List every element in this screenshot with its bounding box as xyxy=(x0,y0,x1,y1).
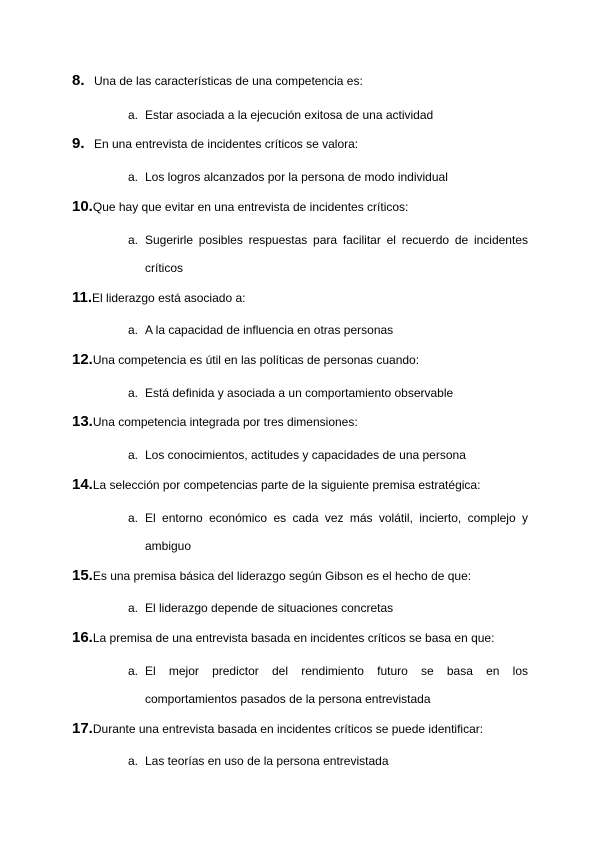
answer-12 xyxy=(128,385,528,401)
answer-10 xyxy=(128,232,528,282)
question-number: 14. xyxy=(72,476,93,493)
question-text: El liderazgo está asociado a: xyxy=(92,291,246,305)
question-12 xyxy=(72,352,419,368)
question-number: 8. xyxy=(72,72,85,89)
question-text: Que hay que evitar en una entrevista de incidentes críticos: xyxy=(92,200,409,214)
answer-letter: a. xyxy=(128,323,139,337)
answer-text: Sugerirle posibles respuestas para facilitar el recuerdo de incidentes críticos xyxy=(145,233,528,275)
question-text: Una competencia es útil en las políticas de personas cuando: xyxy=(92,353,420,367)
answer-text: Estar asociada a la ejecución exitosa de una actividad xyxy=(145,108,434,122)
question-17 xyxy=(72,721,483,737)
question-15 xyxy=(72,568,471,584)
answer-14 xyxy=(128,510,528,560)
question-14 xyxy=(72,477,480,493)
answer-letter: a. xyxy=(128,108,139,122)
question-text: Una de las características de una competencia es: xyxy=(94,74,363,88)
question-number: 11. xyxy=(72,289,93,306)
answer-9 xyxy=(128,169,528,185)
answer-text: El mejor predictor del rendimiento futuro se basa en los comportamientos pasados de la persona entrevistada xyxy=(145,664,528,706)
answer-text: Los conocimientos, actitudes y capacidades de una persona xyxy=(145,448,466,462)
question-number: 16. xyxy=(72,629,93,646)
answer-16 xyxy=(128,663,528,713)
answer-letter: a. xyxy=(128,386,139,400)
question-number: 17. xyxy=(72,720,93,737)
question-9 xyxy=(72,136,358,152)
answer-17 xyxy=(128,753,528,769)
answer-text: Está definida y asociada a un comportamiento observable xyxy=(145,386,454,400)
answer-letter: a. xyxy=(128,601,139,615)
answer-letter: a. xyxy=(128,233,139,247)
question-number: 13. xyxy=(72,413,93,430)
answer-text: El entorno económico es cada vez más volátil, incierto, complejo y ambiguo xyxy=(145,511,528,553)
answer-letter: a. xyxy=(128,170,139,184)
question-text: Es una premisa básica del liderazgo según Gibson es el hecho de que: xyxy=(92,569,472,583)
question-number: 10. xyxy=(72,198,93,215)
answer-11 xyxy=(128,322,528,338)
answer-text: El liderazgo depende de situaciones concretas xyxy=(145,601,394,615)
question-text: La premisa de una entrevista basada en incidentes críticos se basa en que: xyxy=(92,631,495,645)
answer-text: Las teorías en uso de la persona entrevistada xyxy=(145,754,389,768)
answer-letter: a. xyxy=(128,754,139,768)
answer-letter: a. xyxy=(128,664,139,678)
question-text: La selección por competencias parte de la siguiente premisa estratégica: xyxy=(92,478,481,492)
answer-letter: a. xyxy=(128,448,139,462)
question-10 xyxy=(72,199,408,215)
question-text: En una entrevista de incidentes críticos se valora: xyxy=(94,137,359,151)
question-11 xyxy=(72,290,245,306)
answer-15 xyxy=(128,600,528,616)
question-text: Una competencia integrada por tres dimensiones: xyxy=(92,415,358,429)
question-13 xyxy=(72,414,358,430)
question-number: 15. xyxy=(72,567,93,584)
answer-letter: a. xyxy=(128,511,139,525)
answer-8 xyxy=(128,107,528,123)
question-text: Durante una entrevista basada en incidentes críticos se puede identificar: xyxy=(92,722,484,736)
answer-text: A la capacidad de influencia en otras personas xyxy=(145,323,394,337)
question-number: 9. xyxy=(72,135,85,152)
question-number: 12. xyxy=(72,351,93,368)
question-16 xyxy=(72,630,494,646)
answer-text: Los logros alcanzados por la persona de modo individual xyxy=(145,170,448,184)
question-8 xyxy=(72,73,363,89)
answer-13 xyxy=(128,447,528,463)
